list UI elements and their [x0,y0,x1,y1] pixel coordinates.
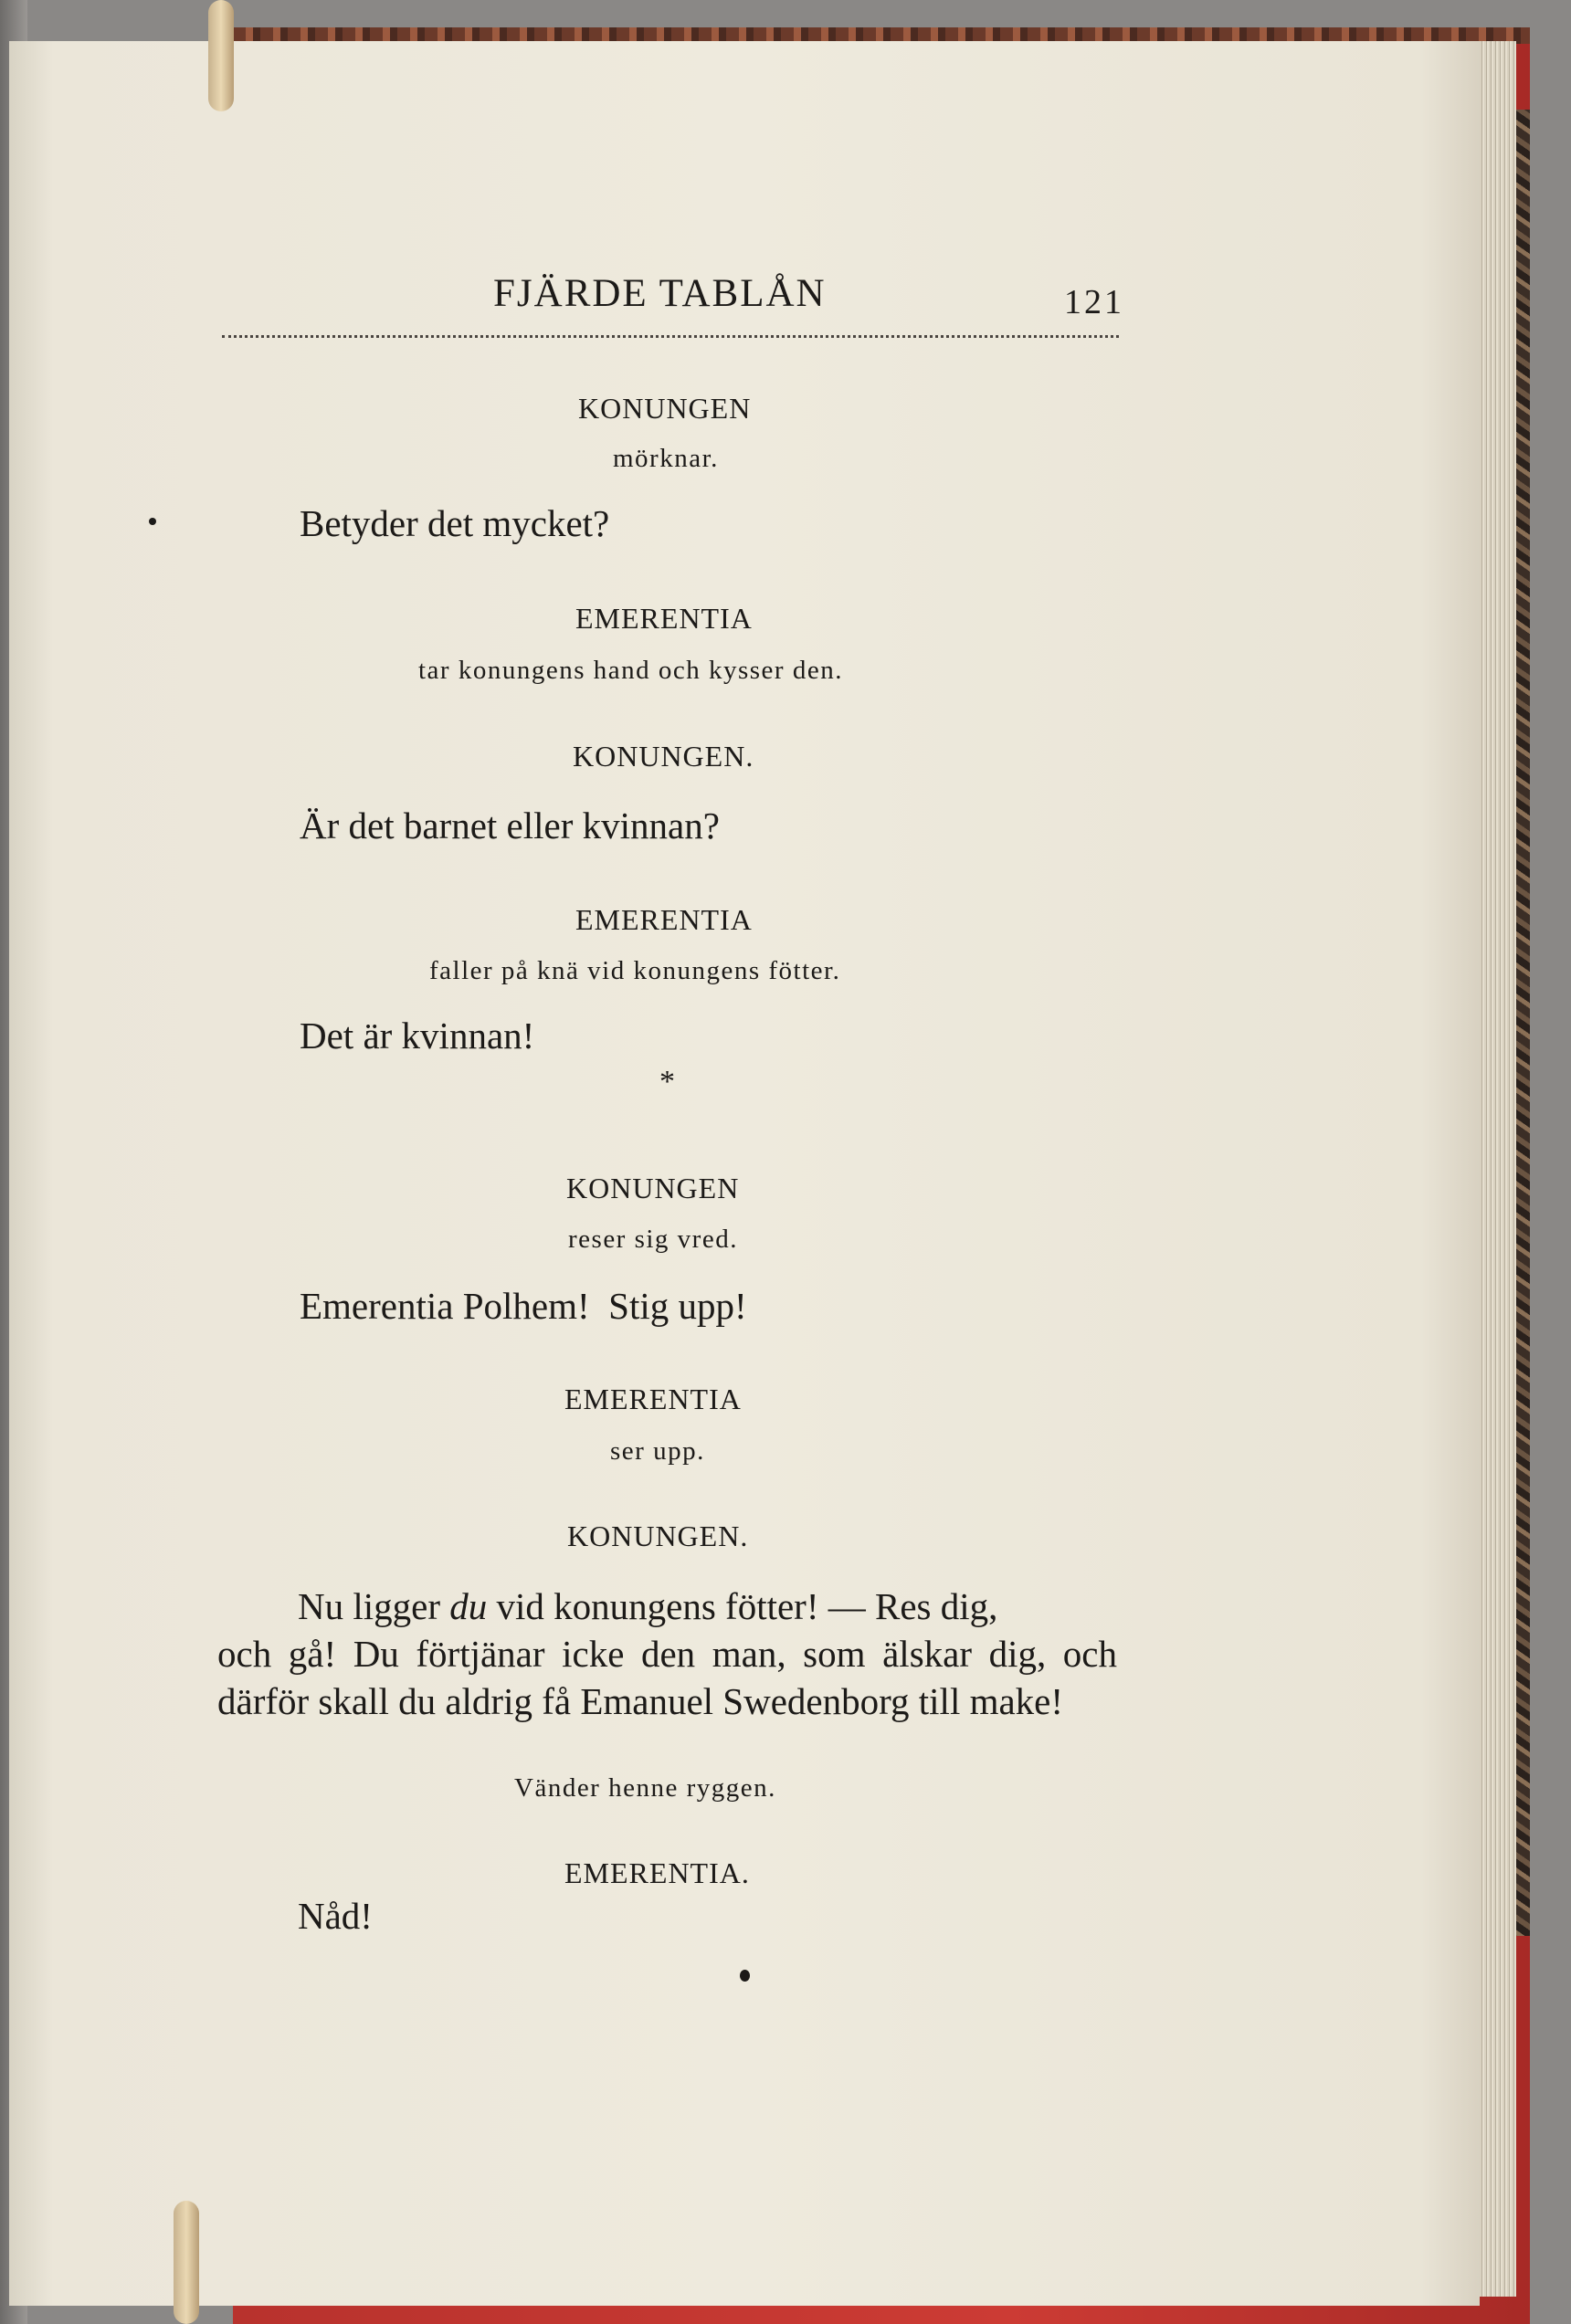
page-number: 121 [1064,283,1124,321]
ink-speck [149,518,156,525]
top-page-clip [208,0,234,111]
scene-separator: * [659,1065,675,1099]
speaker-name: KONUNGEN [578,392,752,425]
dialogue-paragraph [217,1583,1117,1725]
dialogue-line: Betyder det mycket? [300,502,610,544]
bottom-page-clip [174,2201,199,2324]
stage-direction: mörknar. [613,444,719,473]
speaker-name: KONUNGEN [566,1172,740,1204]
speaker-name: EMERENTIA [575,602,753,635]
running-head: FJÄRDE TABLÅN [493,272,827,315]
speaker-name: EMERENTIA. [564,1856,750,1889]
speaker-name: KONUNGEN. [567,1520,749,1552]
paragraph-text: vid konungens fötter! — Res dig, [487,1585,998,1627]
stage-direction: tar konungens hand och kysser den. [418,656,843,685]
stage-direction: Vänder henne ryggen. [514,1773,776,1803]
dialogue-line: Det är kvinnan! [300,1015,535,1057]
dialogue-line: Är det barnet eller kvinnan? [300,804,720,847]
dialogue-line: Nåd! [298,1895,373,1937]
dialogue-line: Emerentia Polhem! Stig upp! [300,1285,747,1327]
stage-direction: reser sig vred. [568,1225,738,1254]
paragraph-text: och gå! Du förtjänar icke den man, som älskar dig, och därför skall du aldrig få Emanuel Swedenborg till make! [217,1633,1117,1722]
paragraph-first-line [217,1583,1117,1630]
speaker-name: EMERENTIA [575,903,753,936]
speaker-name: KONUNGEN. [573,740,754,773]
stage-direction: faller på knä vid konungens fötter. [429,956,841,985]
book-page [9,41,1480,2306]
emphasized-word: du [449,1585,488,1627]
header-rule [222,335,1119,338]
stage-direction: ser upp. [610,1436,705,1466]
speaker-name: EMERENTIA [564,1383,742,1415]
paragraph-text: Nu ligger [298,1585,450,1627]
ink-speck [740,1970,750,1982]
